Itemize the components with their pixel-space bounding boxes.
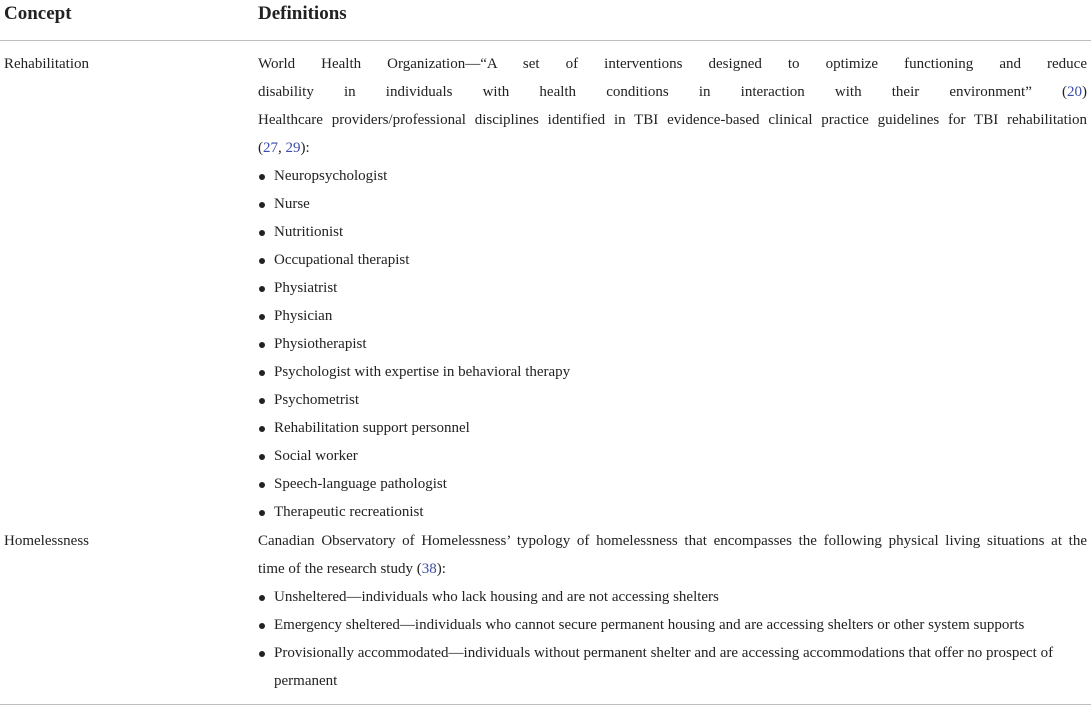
list-item: Physician — [258, 302, 1087, 330]
concept-homelessness: Homelessness — [4, 533, 89, 549]
providers-intro-line-1: Healthcare providers/professional disciplines identified in TBI evidence-based clinical practice guidelines for TBI rehabilitation — [258, 112, 1087, 128]
list-item: Emergency sheltered—individuals who cannot secure permanent housing and are accessing shelters or other system supports — [258, 611, 1087, 639]
list-item: Nutritionist — [258, 218, 1087, 246]
citation-link[interactable]: 29 — [285, 140, 301, 156]
citation-link[interactable]: 20 — [1067, 84, 1082, 100]
homelessness-intro-line-1: Canadian Observatory of Homelessness’ typology of homelessness that encompasses the following physical living situations at the — [258, 533, 1087, 549]
list-item: Psychometrist — [258, 386, 1087, 414]
list-item: Physiotherapist — [258, 330, 1087, 358]
who-definition — [258, 50, 1087, 106]
providers-intro — [258, 106, 1087, 162]
list-item: Nurse — [258, 190, 1087, 218]
list-item: Social worker — [258, 442, 1087, 470]
table-bottom-rule — [0, 704, 1091, 705]
table-header — [0, 0, 1091, 41]
list-item: Physiatrist — [258, 274, 1087, 302]
column-header-definitions: Definitions — [258, 3, 347, 24]
citation-link[interactable]: 38 — [421, 561, 437, 577]
list-item: Psychologist with expertise in behavioral therapy — [258, 358, 1087, 386]
column-header-concept: Concept — [4, 3, 72, 24]
citation-link[interactable]: 27 — [263, 140, 278, 156]
who-definition-line-2: disability in individuals with health conditions in interaction with their environment” (20) — [258, 84, 1087, 100]
homelessness-intro-line-2: time of the research study (38): — [258, 561, 446, 577]
list-item: Occupational therapist — [258, 246, 1087, 274]
who-definition-line-1: World Health Organization—“A set of interventions designed to optimize functioning and reduce — [258, 56, 1087, 72]
list-item: Unsheltered—individuals who lack housing and are not accessing shelters — [258, 583, 1087, 611]
definition-rehabilitation — [258, 50, 1087, 526]
list-item: Therapeutic recreationist — [258, 498, 1087, 526]
provider-list — [258, 162, 1087, 526]
concept-rehabilitation: Rehabilitation — [4, 56, 89, 72]
who-definition-text: disability in individuals with health conditions in interaction with their environment” — [258, 84, 1032, 100]
homelessness-intro — [258, 527, 1087, 583]
list-item: Speech-language pathologist — [258, 470, 1087, 498]
list-item: Provisionally accommodated—individuals without permanent shelter and are accessing accommodations that offer no prospect of permanent — [258, 639, 1079, 695]
list-item: Neuropsychologist — [258, 162, 1087, 190]
definition-homelessness — [258, 527, 1087, 695]
living-situation-list — [258, 583, 1087, 695]
list-item: Rehabilitation support personnel — [258, 414, 1087, 442]
providers-intro-line-2: (27, 29): — [258, 140, 310, 156]
